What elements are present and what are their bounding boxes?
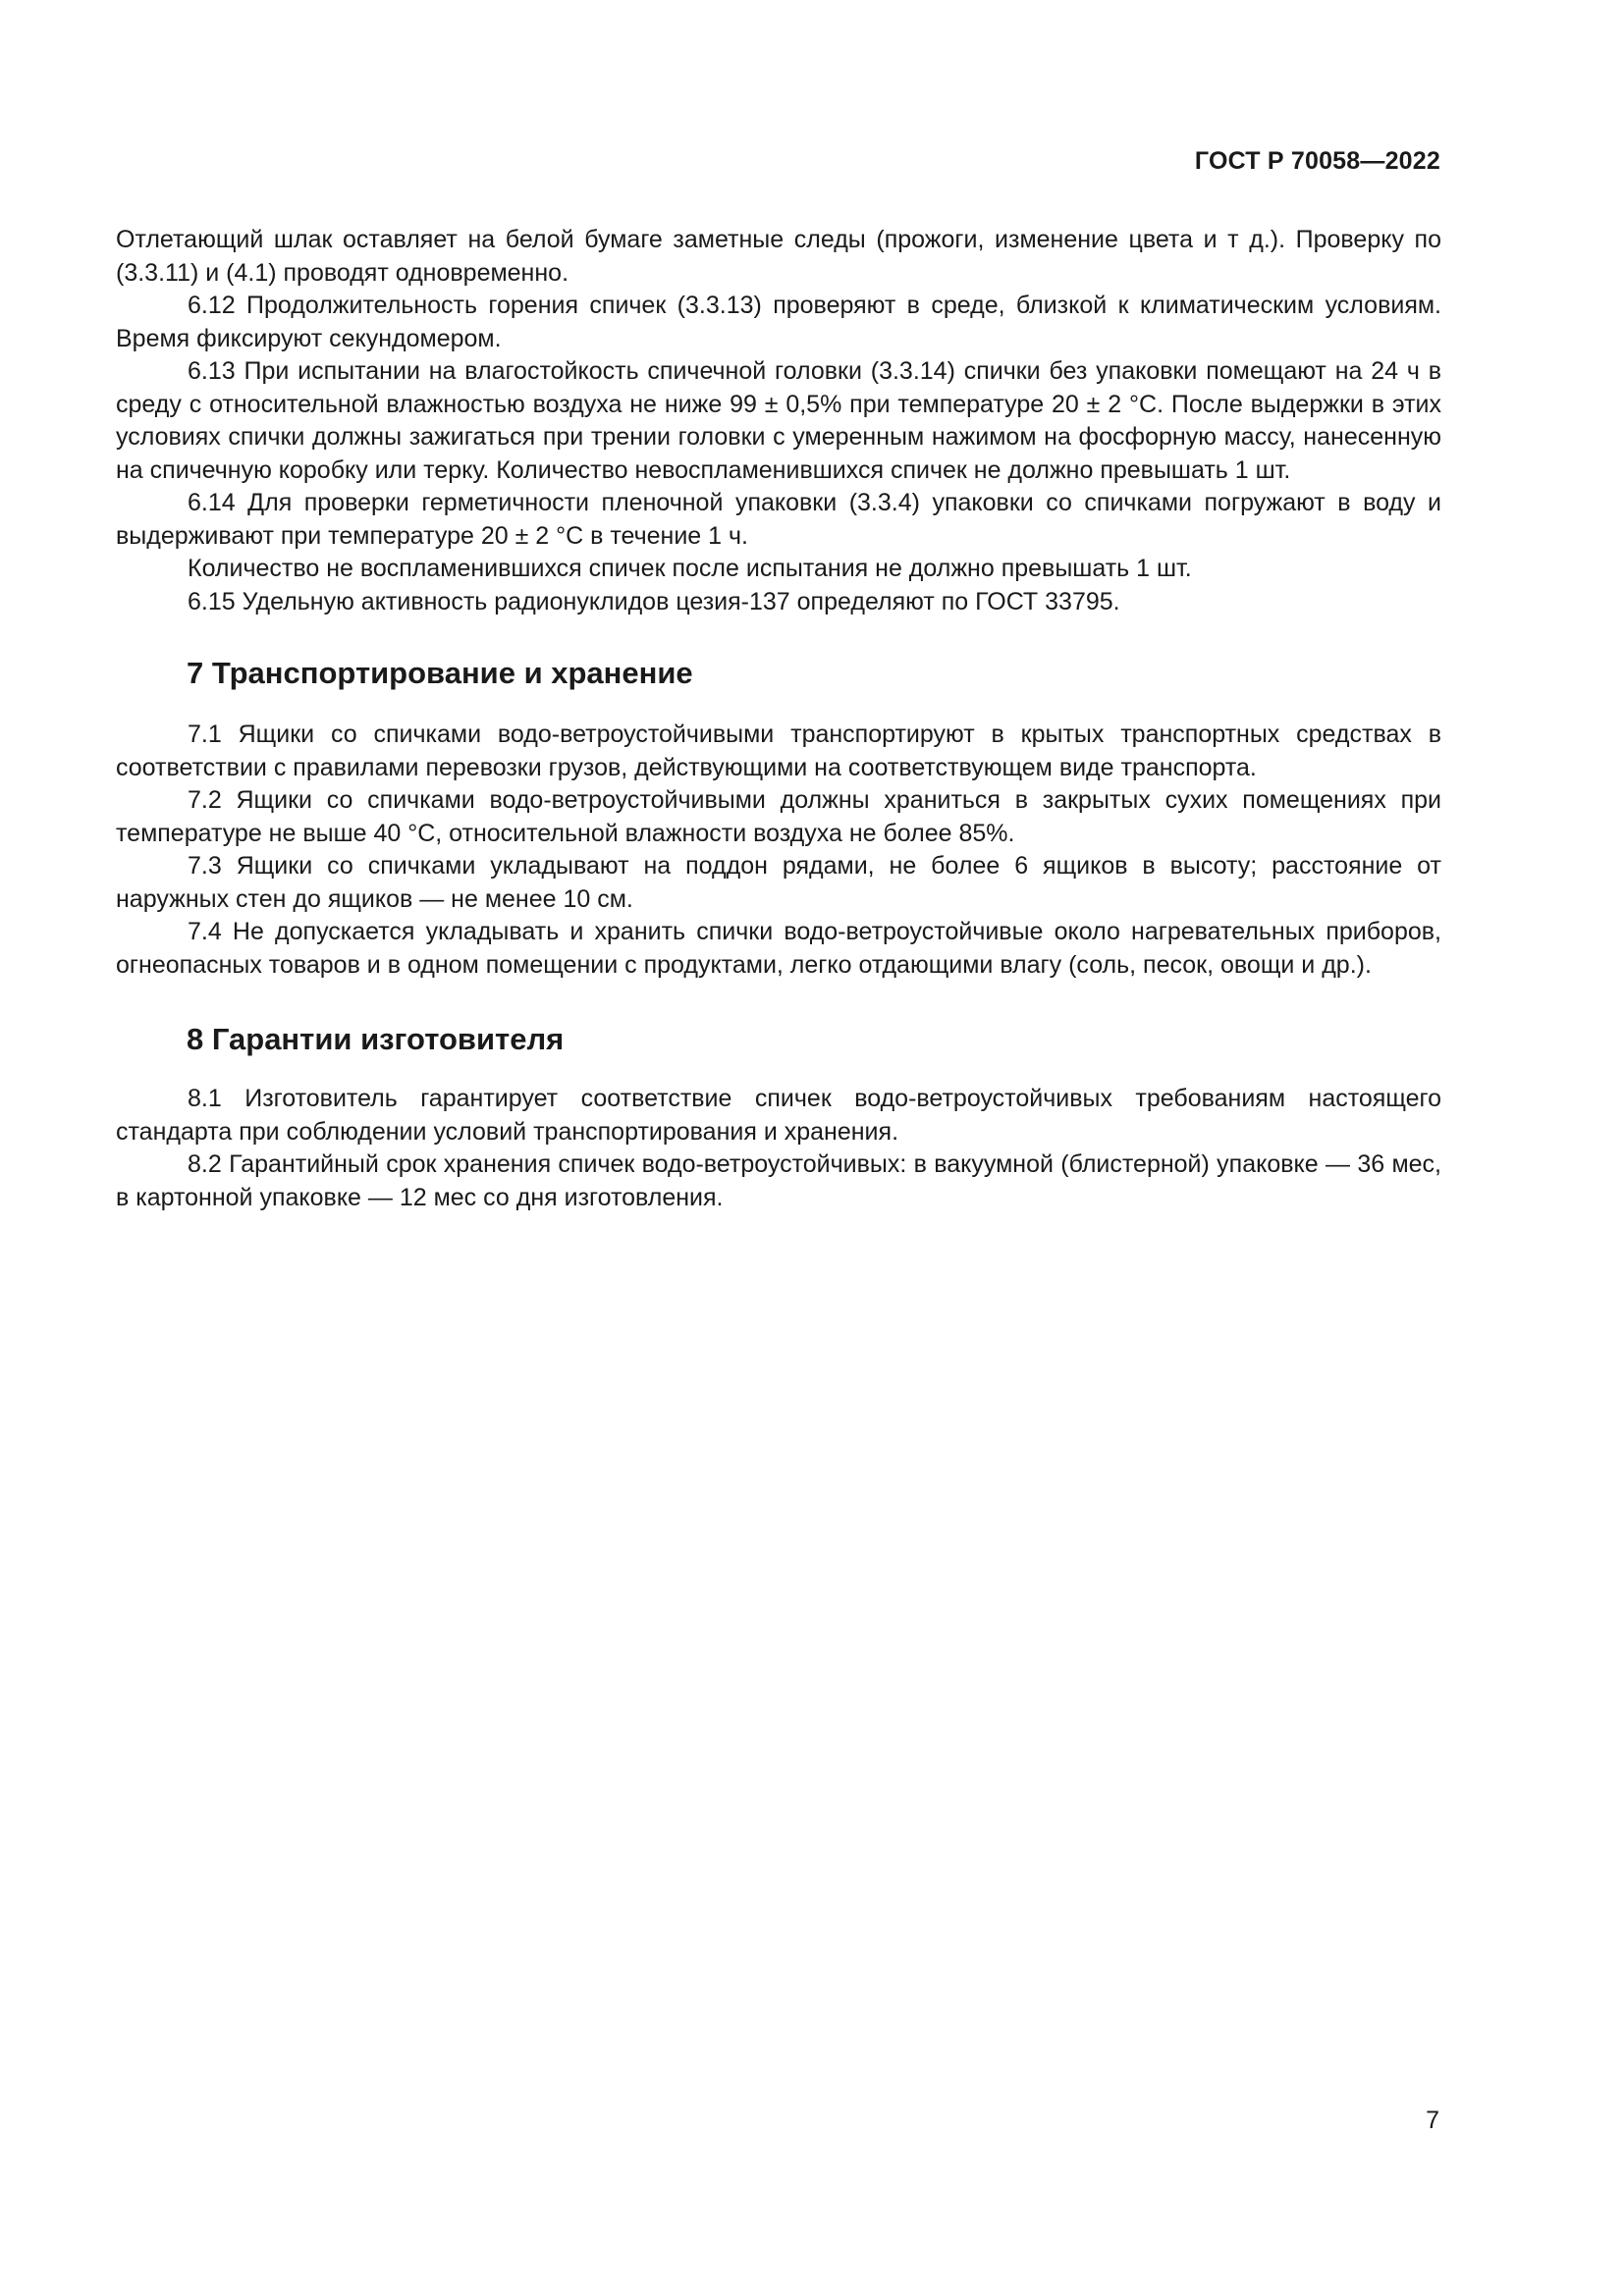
- paragraph-7-4: 7.4 Не допускается укладывать и хранить спички водо-ветроустойчивые около нагревательных приборов, огнеопасных товаров и в одном помещении с продуктами, легко отдающими влагу (соль, песок, овощи и др.).: [116, 918, 1441, 979]
- paragraph-8-2: 8.2 Гарантийный срок хранения спичек водо-ветроустойчивых: в вакуумной (блистерной) упаковке — 36 мес, в картонной упаковке — 12 мес со дня изготовления.: [116, 1150, 1441, 1211]
- paragraph-7-1: 7.1 Ящики со спичками водо-ветроустойчивыми транспортируют в крытых транспортных средствах в соответствии с правилами перевозки грузов, действующими на соответствующем виде транспорта.: [116, 721, 1441, 781]
- paragraph-6-14: 6.14 Для проверки герметичности пленочной упаковки (3.3.4) упаковки со спичками погружают в воду и выдерживают при температуре 20 ± 2 °С в течение 1 ч.: [116, 489, 1441, 550]
- paragraph-6-14-continued: Количество не воспламенившихся спичек после испытания не должно превышать 1 шт.: [188, 555, 1192, 582]
- paragraph-6-12: 6.12 Продолжительность горения спичек (3.3.13) проверяют в среде, близкой к климатическим условиям. Время фиксируют секундомером.: [116, 292, 1441, 352]
- paragraph-6-15: 6.15 Удельную активность радионуклидов цезия-137 определяют по ГОСТ 33795.: [188, 587, 1120, 615]
- paragraph-7-2: 7.2 Ящики со спичками водо-ветроустойчивыми должны храниться в закрытых сухих помещениях при температуре не выше 40 °С, относительной влажности воздуха не более 85%.: [116, 786, 1441, 847]
- document-body: [116, 224, 1441, 1214]
- paragraph-7-3: 7.3 Ящики со спичками укладывают на поддон рядами, не более 6 ящиков в высоту; расстояние от наружных стен до ящиков — не менее 10 см.: [116, 852, 1441, 913]
- document-code: ГОСТ Р 70058—2022: [1194, 147, 1440, 175]
- continuation-paragraph: Отлетающий шлак оставляет на белой бумаге заметные следы (прожоги, изменение цвета и т д.). Проверку по (3.3.11) и (4.1) проводят одновременно.: [116, 226, 1441, 287]
- page-number: 7: [1426, 2107, 1439, 2134]
- section-8-heading: 8 Гарантии изготовителя: [187, 1022, 565, 1056]
- section-7-heading: 7 Транспортирование и хранение: [187, 656, 693, 690]
- paragraph-8-1: 8.1 Изготовитель гарантирует соответствие спичек водо-ветроустойчивых требованиям настоящего стандарта при соблюдении условий транспортирования и хранения.: [116, 1085, 1441, 1146]
- paragraph-6-13: 6.13 При испытании на влагостойкость спичечной головки (3.3.14) спички без упаковки помещают на 24 ч в среду с относительной влажностью воздуха не ниже 99 ± 0,5% при температуре 20 ± 2 °С. После выдержки в этих условиях спички должны зажигаться при трении головки с умеренным нажимом на фосфорную массу, нанесенную на спичечную коробку или терку. Количество невоспламенившихся спичек не должно превышать 1 шт.: [116, 357, 1441, 484]
